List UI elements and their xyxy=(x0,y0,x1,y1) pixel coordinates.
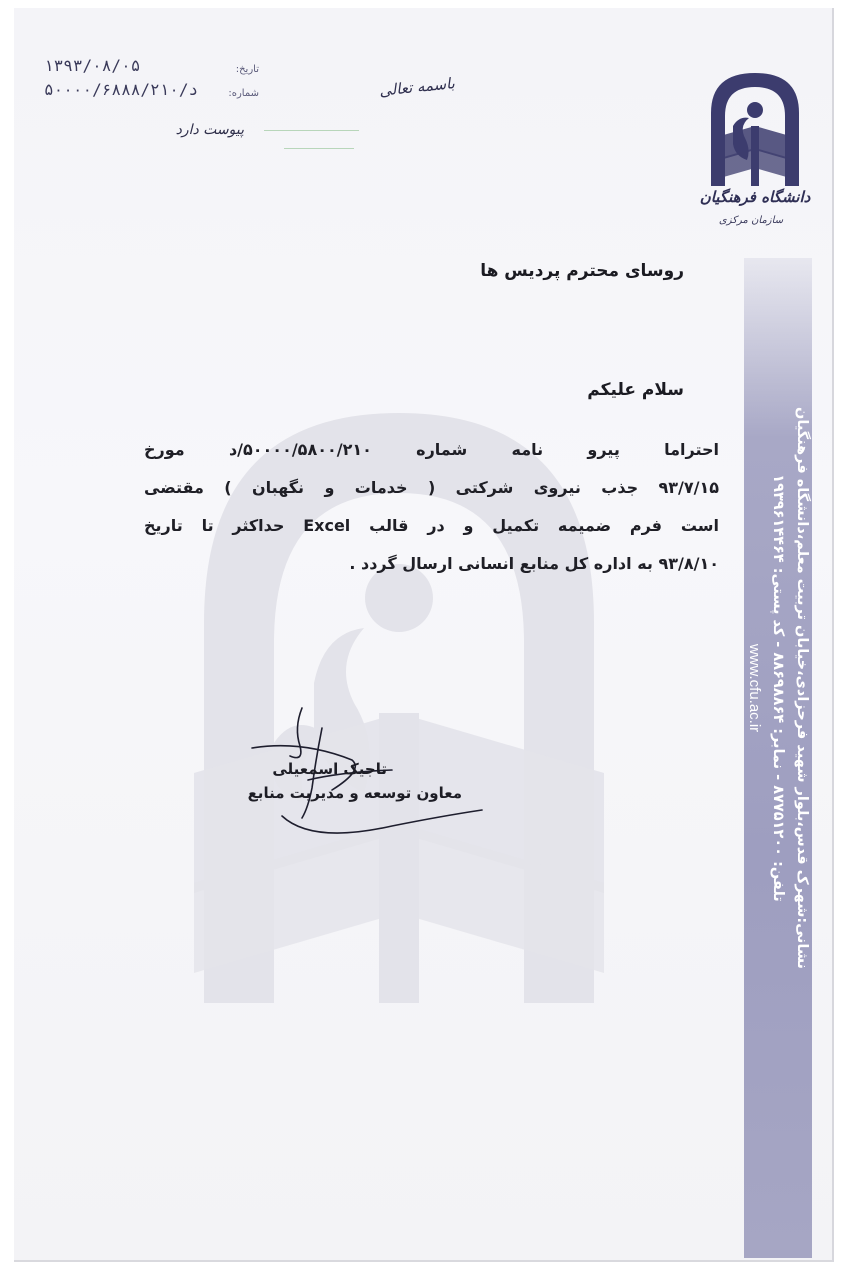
letter-page xyxy=(14,8,834,1262)
body-line: است فرم ضمیمه تکمیل و در قالب Excel حداکثر تا تاریخ xyxy=(144,516,719,535)
signer-title: معاون توسعه و مدیریت منابع xyxy=(247,784,462,802)
attachment-note: پیوست دارد xyxy=(175,122,244,138)
signer-name: تاجیک اسمعیلی xyxy=(272,760,387,778)
logo-subtitle: سازمان مرکزی xyxy=(718,215,784,226)
number-row xyxy=(44,80,259,104)
sidebar-contact-block xyxy=(742,407,814,969)
university-logo xyxy=(699,68,824,248)
faint-stamp-line xyxy=(264,130,359,131)
contact-sidebar xyxy=(744,258,812,1258)
number-value: د/۵۰۰۰۰/۶۸۸۸/۲۱۰ xyxy=(44,80,199,99)
sidebar-phone-fax-postal: تلفن: ۸۷۷۵۱۲۰۰ - نمابر: ۸۸۶۹۸۸۶۴ - کد پستی: ۱۹۳۹۶۱۴۴۶۴ xyxy=(770,474,786,902)
number-label: شماره: xyxy=(228,88,259,99)
sidebar-website: www.cfu.ac.ir xyxy=(746,643,763,733)
university-emblem-icon xyxy=(699,68,811,188)
greeting: سلام علیکم xyxy=(587,380,684,400)
body-line: ۹۳/۸/۱۰ به اداره کل منابع انسانی ارسال گردد . xyxy=(349,554,719,573)
body-line: احتراما پیرو نامه شماره ۵۰۰۰۰/۵۸۰۰/۲۱۰/د مورخ xyxy=(144,440,719,459)
body-line: ۹۳/۷/۱۵ جذب نیروی شرکتی ( خدمات و نگهبان ) مقتضی xyxy=(144,478,719,497)
letter-meta xyxy=(44,56,259,138)
date-row xyxy=(44,56,259,80)
logo-university-name: دانشگاه فرهنگیان xyxy=(699,188,811,206)
sidebar-address: نشانی:شهرک قدس،بلوار شهید فرحزادی،خیابان تربیت معلم،دانشگاه فرهنگیان xyxy=(794,407,810,969)
faint-stamp-line xyxy=(284,148,354,149)
date-value: ۱۳۹۳/۰۸/۰۵ xyxy=(44,56,141,75)
letter-body xyxy=(144,431,719,583)
basmala: باسمه تعالی xyxy=(378,74,456,100)
recipient: روسای محترم پردیس ها xyxy=(480,261,684,281)
date-label: تاریخ: xyxy=(235,64,259,75)
